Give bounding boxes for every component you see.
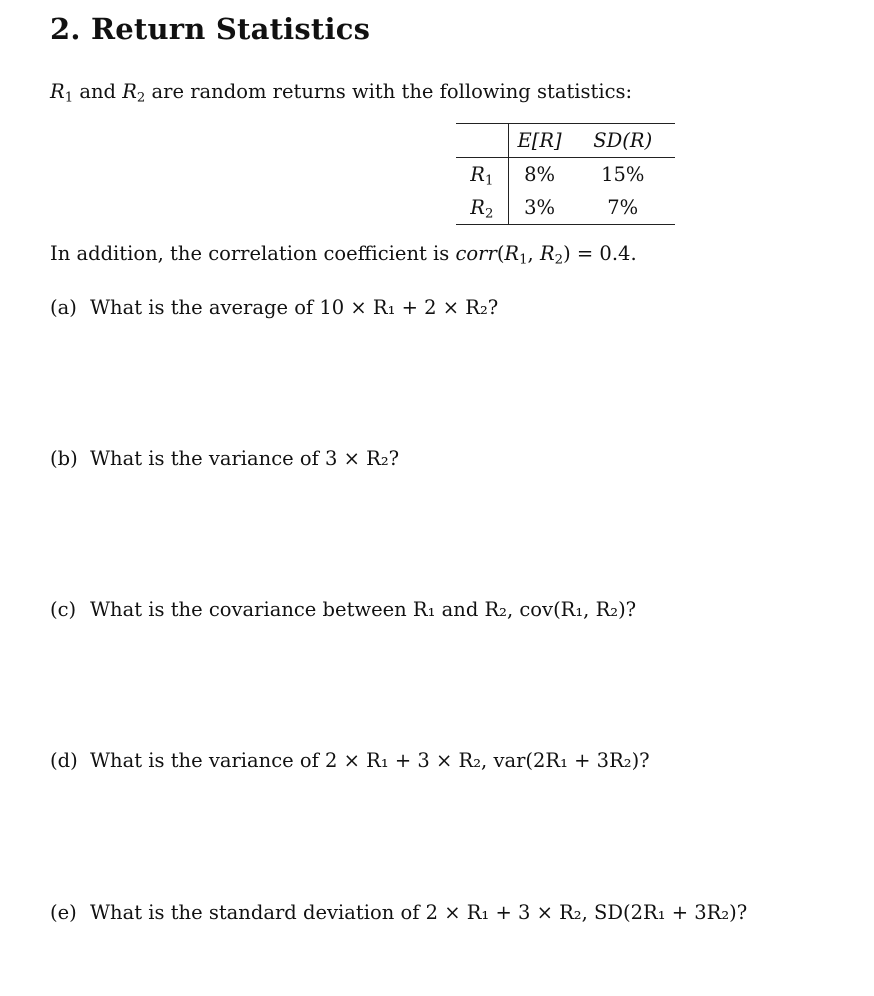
- table-corner: [456, 124, 508, 158]
- question-d: [50, 749, 650, 772]
- section-title: 2. Return Statistics: [50, 12, 371, 46]
- question-label: (e): [50, 901, 77, 924]
- intro-text: are random returns with the following statistics:: [151, 80, 633, 103]
- table-row: [456, 191, 675, 225]
- question-text: What is the variance of 2 × R₁ + 3 × R₂, var(2R₁ + 3R₂)?: [90, 749, 650, 772]
- question-c: [50, 598, 636, 621]
- cell-mean-r1: 8%: [524, 163, 556, 186]
- table-row: [456, 158, 675, 192]
- header-std-dev: SD(R): [593, 129, 653, 152]
- question-e: [50, 901, 747, 924]
- question-b: [50, 447, 399, 470]
- var-r2: $R_2$: [122, 80, 146, 106]
- question-text: What is the covariance between R₁ and R₂, cov(R₁, R₂)?: [90, 598, 637, 621]
- intro-connector: and: [79, 80, 116, 103]
- question-label: (c): [50, 598, 77, 621]
- cell-mean-r2: 3%: [524, 196, 556, 219]
- row-label-r2: $R_2$: [456, 191, 508, 225]
- question-text: What is the standard deviation of 2 × R₁ + 3 × R₂, SD(2R₁ + 3R₂)?: [90, 901, 748, 924]
- correlation-text: In addition, the correlation coefficient is: [50, 242, 450, 265]
- question-text: What is the average of 10 × R₁ + 2 × R₂?: [90, 296, 499, 319]
- correlation-func: corr: [455, 242, 497, 265]
- correlation-value: = 0.4.: [576, 242, 637, 265]
- var-r1: $R_1$: [50, 80, 74, 106]
- row-label-r1: $R_1$: [456, 158, 508, 192]
- cell-sd-r1: 15%: [601, 163, 645, 186]
- question-label: (d): [50, 749, 78, 772]
- table-header-row: [456, 124, 675, 158]
- question-label: (a): [50, 296, 77, 319]
- statistics-table: [456, 123, 675, 225]
- correlation-line: In addition, the correlation coefficient is $corr(R_1$, $R_2) = 0.4$.: [50, 242, 637, 268]
- question-label: (b): [50, 447, 78, 470]
- cell-sd-r2: 7%: [607, 196, 639, 219]
- header-expected-return: E[R]: [517, 129, 562, 152]
- question-text: What is the variance of 3 × R₂?: [90, 447, 400, 470]
- question-a: [50, 296, 498, 319]
- intro-line: [50, 80, 633, 106]
